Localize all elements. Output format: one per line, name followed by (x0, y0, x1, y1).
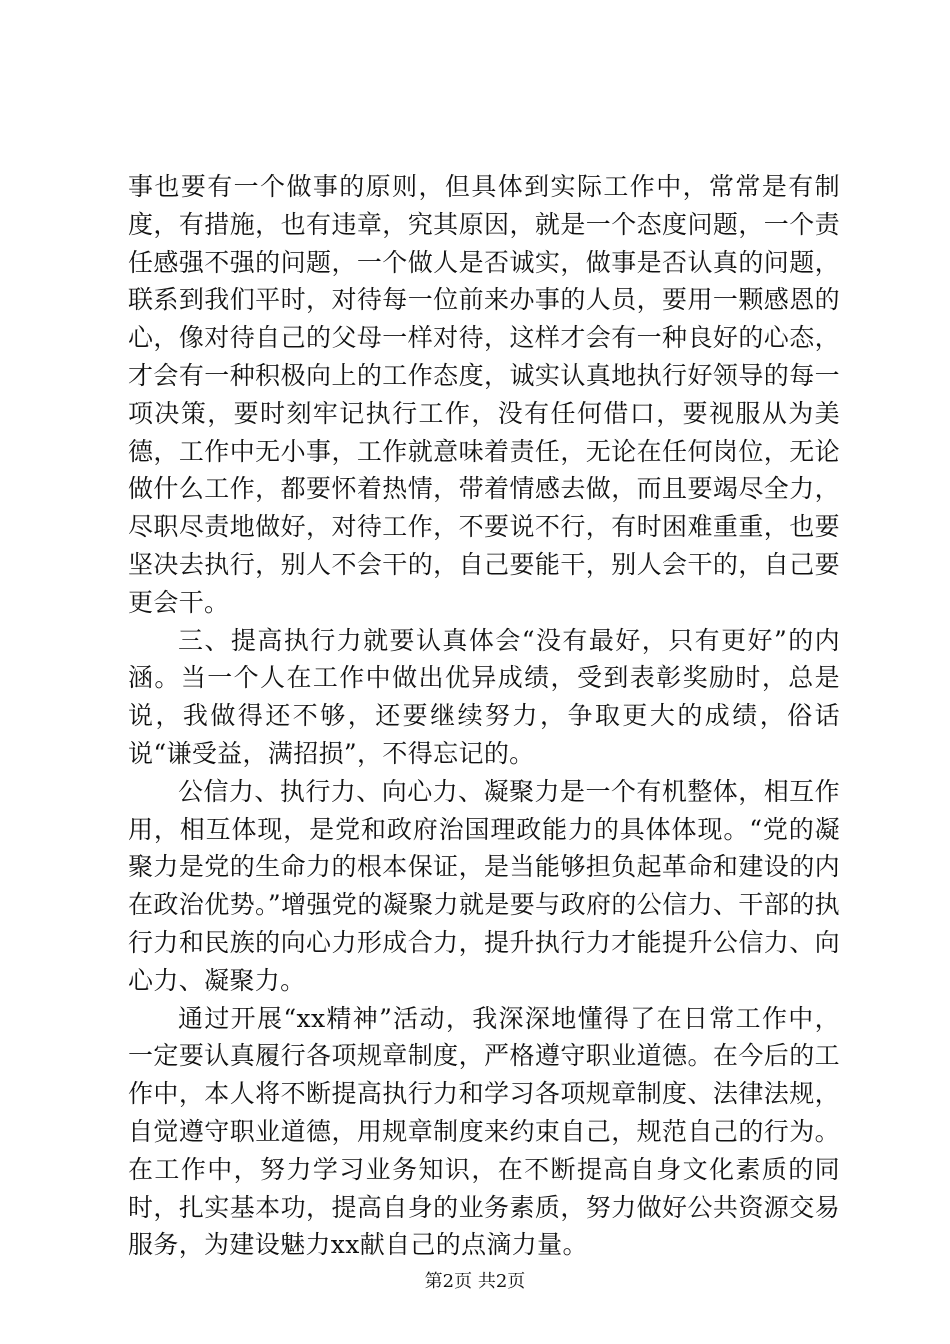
page-number-footer: 第2页 共2页 (424, 1271, 526, 1292)
document-body (128, 168, 840, 1264)
paragraph-conclusion: 通过开展“xx精神”活动，我深深地懂得了在日常工作中，一定要认真履行各项规章制度，严格遵守职业道德。在今后的工作中，本人将不断提高执行力和学习各项规章制度、法律法规，自觉遵守职业道德，用规章制度来约束自己，规范自己的行为。在工作中，努力学习业务知识，在不断提高自身文化素质的同时，扎实基本功，提高自身的业务素质，努力做好公共资源交易服务，为建设魅力xx献自己的点滴力量。 (128, 1003, 840, 1260)
paragraph-cohesion: 公信力、执行力、向心力、凝聚力是一个有机整体，相互作用，相互体现，是党和政府治国理政能力的具体体现。“党的凝聚力是党的生命力的根本保证，是当能够担负起革命和建设的内在政治优势。”增强党的凝聚力就是要与政府的公信力、干部的执行力和民族的向心力形成合力，提升执行力才能提升公信力、向心力、凝聚力。 (128, 776, 840, 995)
paragraph-section-three: 三、提高执行力就要认真体会“没有最好，只有更好”的内涵。当一个人在工作中做出优异成绩，受到表彰奖励时，总是说，我做得还不够，还要继续努力，争取更大的成绩，俗话说“谦受益，满招损”，不得忘记的。 (128, 625, 840, 768)
paragraph-continuation: 事也要有一个做事的原则，但具体到实际工作中，常常是有制度，有措施，也有违章，究其原因，就是一个态度问题，一个责任感强不强的问题，一个做人是否诚实，做事是否认真的问题，联系到我们平时，对待每一位前来办事的人员，要用一颗感恩的心，像对待自己的父母一样对待，这样才会有一种良好的心态，才会有一种积极向上的工作态度，诚实认真地执行好领导的每一项决策，要时刻牢记执行工作，没有任何借口，要视服从为美德，工作中无小事，工作就意味着责任，无论在任何岗位，无论做什么工作，都要怀着热情，带着情感去做，而且要竭尽全力，尽职尽责地做好，对待工作，不要说不行，有时困难重重，也要坚决去执行，别人不会干的，自己要能干，别人会干的，自己要更会干。 (128, 172, 840, 617)
